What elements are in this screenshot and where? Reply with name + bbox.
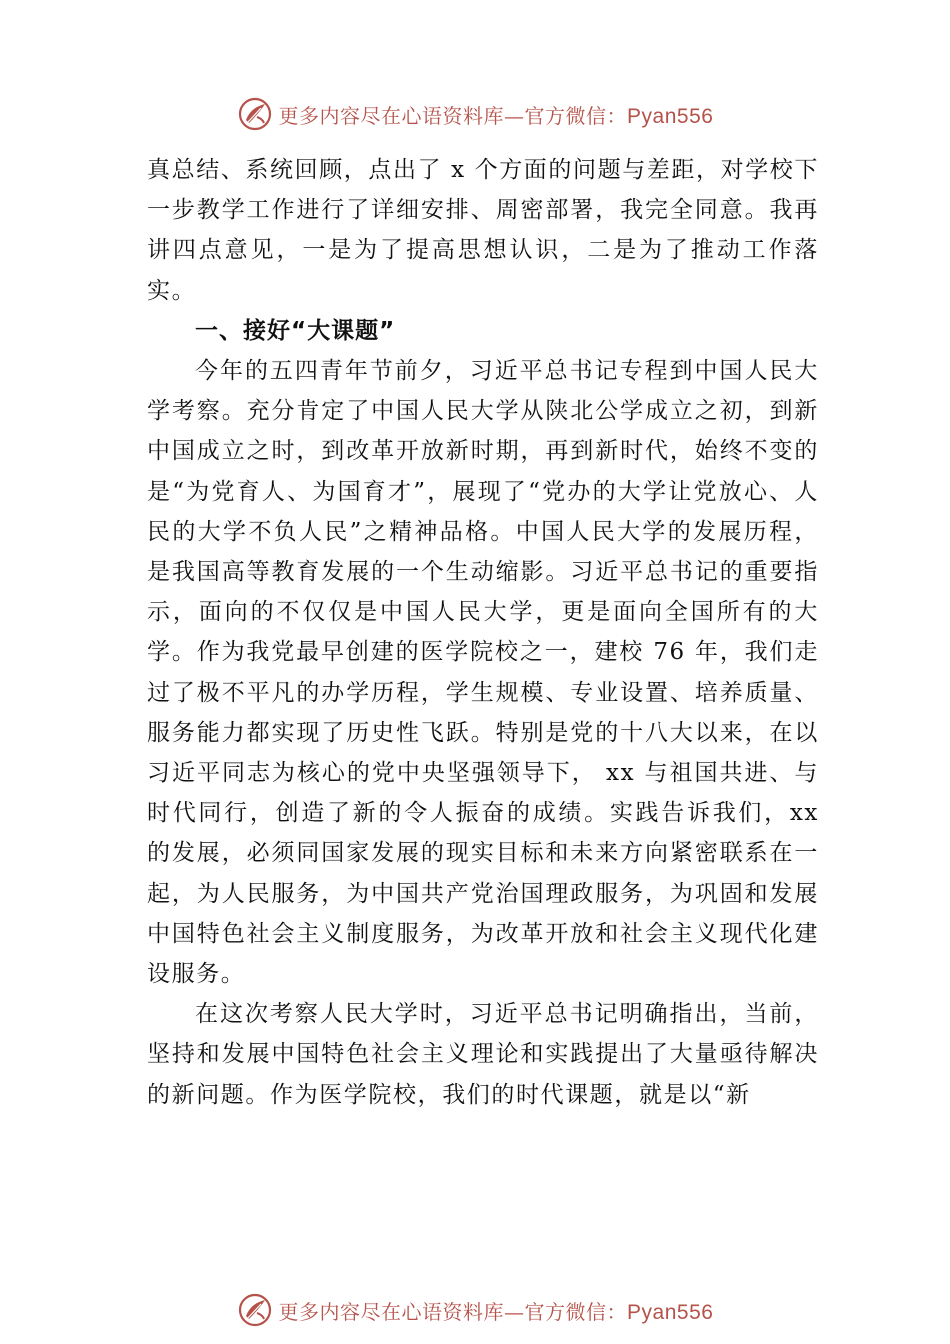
watermark-header [0, 94, 950, 134]
document-body [147, 150, 819, 1115]
watermark-text: 更多内容尽在心语资料库—官方微信：Pyan556 [278, 1299, 714, 1324]
paragraph-3: 在这次考察人民大学时，习近平总书记明确指出，当前，坚持和发展中国特色社会主义理论和实践提出了大量亟待解决的新问题。作为医学院校，我们的时代课题，就是以“新 [147, 1001, 819, 1108]
watermark-footer [0, 1290, 950, 1330]
watermark-wechat-id: Pyan556 [627, 104, 714, 128]
paragraph-1: 真总结、系统回顾，点出了 x 个方面的问题与差距，对学校下一步教学工作进行了详细安排、周密部署，我完全同意。我再讲四点意见，一是为了提高思想认识，二是为了推动工作落实。 [147, 157, 819, 304]
watermark-text: 更多内容尽在心语资料库—官方微信：Pyan556 [278, 103, 714, 128]
watermark-logo-icon [237, 96, 273, 132]
section-heading-1: 一、接好“大课题” [195, 317, 396, 344]
paragraph-2: 今年的五四青年节前夕，习近平总书记专程到中国人民大学考察。充分肯定了中国人民大学从陕北公学成立之初，到新中国成立之时，到改革开放新时期，再到新时代，始终不变的是“为党育人、为国育才”，展现了“党办的大学让党放心、人民的大学不负人民”之精神品格。中国人民大学的发展历程，是我国高等教育发展的一个生动缩影。习近平总书记的重要指示，面向的不仅仅是中国人民大学，更是面向全国所有的大学。作为我党最早创建的医学院校之一，建校 76 年，我们走过了极不平凡的办学历程，学生规模、专业设置、培养质量、服务能力都实现了历史性飞跃。特别是党的十八大以来，在以习近平同志为核心的党中央坚强领导下， xx 与祖国共进、与时代同行，创造了新的令人振奋的成绩。实践告诉我们，xx 的发展，必须同国家发展的现实目标和未来方向紧密联系在一起，为人民服务，为中国共产党治国理政服务，为巩固和发展中国特色社会主义制度服务，为改革开放和社会主义现代化建设服务。 [147, 358, 819, 988]
watermark-wechat-id: Pyan556 [627, 1300, 714, 1324]
watermark-logo-icon [237, 1292, 273, 1328]
